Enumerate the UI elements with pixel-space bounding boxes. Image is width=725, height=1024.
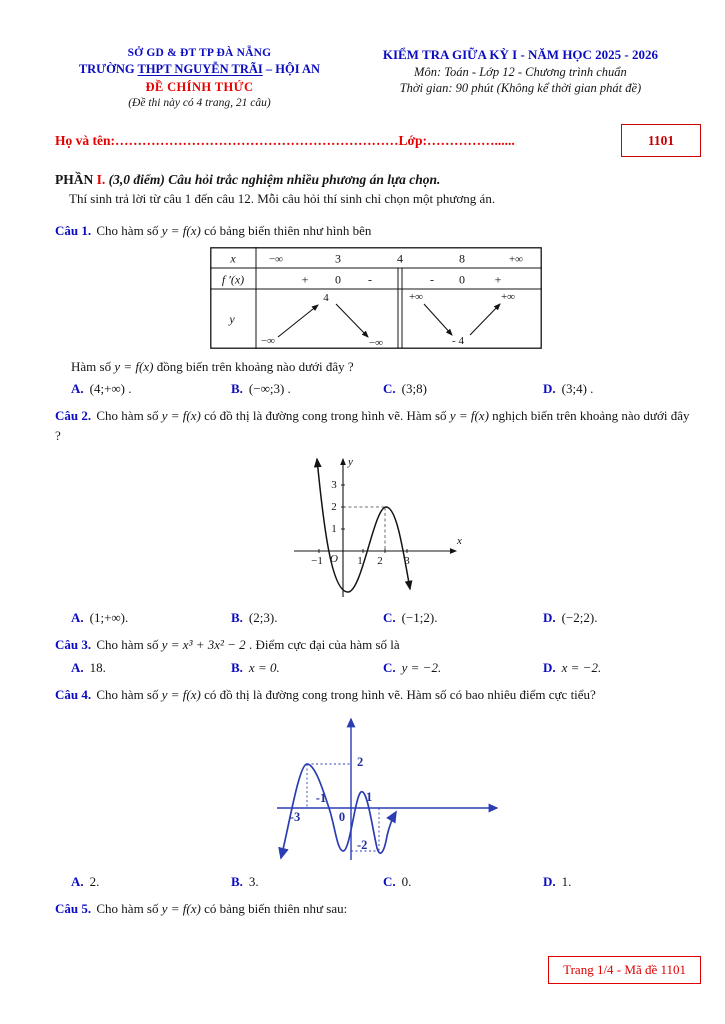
table-grid xyxy=(210,247,542,349)
option-c-letter: C. xyxy=(383,874,396,890)
question-4 xyxy=(55,685,697,891)
option-a[interactable] xyxy=(71,610,231,626)
option-b-text: (2;3). xyxy=(248,610,278,626)
question-3-text xyxy=(55,635,697,655)
x-value: 4 xyxy=(397,251,403,266)
question-2-post: nghịch biến trên khoảng nào dưới đây ? xyxy=(55,408,690,443)
option-b[interactable] xyxy=(231,874,383,890)
option-d-letter: D. xyxy=(543,610,556,626)
option-a-letter: A. xyxy=(71,610,84,626)
school-name-underlined: THPT NGUYỄN TRÃI xyxy=(137,62,263,77)
option-c-text: y = −2. xyxy=(401,659,442,675)
part1-title-text: (3,0 điểm) Câu hỏi trắc nghiệm nhiều phương án lựa chọn. xyxy=(108,172,441,188)
x-tick: −1 xyxy=(311,555,323,568)
option-a[interactable] xyxy=(71,874,231,890)
y-limit: −∞ xyxy=(368,336,384,349)
exam-code: 1101 xyxy=(647,132,675,148)
question-5 xyxy=(55,899,697,919)
page-footer-box xyxy=(548,956,701,984)
x-value-label: -1 xyxy=(315,791,326,806)
question-3 xyxy=(55,635,697,676)
sign: + xyxy=(301,272,309,287)
part1-numeral: I. xyxy=(96,172,109,188)
option-c-letter: C. xyxy=(383,659,396,675)
question-5-label: Câu 5. xyxy=(55,901,92,917)
x-axis-label: x xyxy=(457,535,462,548)
y-limit: +∞ xyxy=(500,290,516,303)
variation-table-figure xyxy=(210,247,542,349)
part1-word: PHẦN xyxy=(55,172,97,188)
exam-title: KIỂM TRA GIỮA KỲ I - NĂM HỌC 2025 - 2026 xyxy=(382,47,659,62)
student-row xyxy=(55,124,697,157)
option-b-text: 3. xyxy=(248,874,259,890)
question-3-label: Câu 3. xyxy=(55,637,92,653)
class-label: Lớp: xyxy=(398,132,427,148)
option-c[interactable] xyxy=(383,874,543,890)
option-d-text: (−2;2). xyxy=(561,610,598,626)
question-1-pre: Cho hàm số xyxy=(96,223,162,239)
graph-labels xyxy=(311,456,462,567)
option-b[interactable] xyxy=(231,610,383,626)
option-c[interactable] xyxy=(383,660,543,676)
table-y-header: y xyxy=(229,311,235,326)
origin-label: O xyxy=(330,553,338,566)
question-2-graph xyxy=(55,451,697,605)
sign: + xyxy=(494,272,502,287)
option-d-text: x = −2. xyxy=(561,659,602,675)
option-d-letter: D. xyxy=(543,381,556,397)
question-1-options xyxy=(55,381,697,397)
option-b-letter: B. xyxy=(231,610,243,626)
sign: 0 xyxy=(335,272,341,287)
question-4-post: có đồ thị là đường cong trong hình vẽ. Hàm số có bao nhiêu điểm cực tiểu? xyxy=(200,686,596,702)
question-4-pre: Cho hàm số xyxy=(96,686,162,702)
option-d[interactable] xyxy=(543,381,697,397)
exam-code-box xyxy=(621,124,701,157)
y-value-label: -2 xyxy=(356,838,367,853)
dashed-guides xyxy=(343,507,385,549)
page-footer-text: Trang 1/4 - Mã đề 1101 xyxy=(563,962,686,977)
option-d[interactable] xyxy=(543,660,697,676)
question-5-math: y = f(x) xyxy=(161,901,201,917)
function-graph-figure xyxy=(273,710,508,865)
question-3-math: y = x³ + 3x² − 2 xyxy=(161,637,246,653)
option-d-letter: D. xyxy=(543,659,556,675)
question-5-post: có bảng biến thiên như sau: xyxy=(200,901,348,917)
table-fprime-row xyxy=(222,272,502,286)
question-2-math2: y = f(x) xyxy=(449,408,489,424)
option-c[interactable] xyxy=(383,381,543,397)
exam-header xyxy=(55,46,697,111)
x-tick: 1 xyxy=(357,555,363,568)
question-3-pre: Cho hàm số xyxy=(96,637,162,653)
option-a-text: (4;+∞) . xyxy=(89,381,132,397)
option-a-text: (1;+∞). xyxy=(89,610,129,626)
time-line: Thời gian: 90 phút (Không kể thời gian phát đề) xyxy=(399,81,642,96)
x-value: 8 xyxy=(459,251,465,266)
x-tick: 3 xyxy=(404,555,410,568)
option-a[interactable] xyxy=(71,381,231,397)
option-b-letter: B. xyxy=(231,381,243,397)
option-c-text: (3;8) xyxy=(401,381,427,397)
question-1-ask xyxy=(55,357,697,377)
table-x-row xyxy=(229,251,523,265)
question-4-text xyxy=(55,685,697,705)
question-4-options xyxy=(55,874,697,890)
option-a-letter: A. xyxy=(71,659,84,675)
option-b-text: x = 0. xyxy=(248,659,280,675)
question-3-post: . Điểm cực đại của hàm số là xyxy=(245,637,400,653)
question-2-label: Câu 2. xyxy=(55,408,92,424)
question-2-text xyxy=(55,406,697,445)
table-x-header: x xyxy=(230,251,236,266)
variation-arrows xyxy=(278,304,500,337)
school-name-post: – HỘI AN xyxy=(262,62,321,77)
department-name: SỞ GD & ĐT TP ĐÀ NẴNG xyxy=(127,47,272,59)
origin-label: 0 xyxy=(338,810,345,825)
option-b[interactable] xyxy=(231,381,383,397)
y-axis-label: y xyxy=(348,456,353,469)
x-value: +∞ xyxy=(508,253,524,266)
question-1-post: có bảng biến thiên như hình bên xyxy=(200,223,372,239)
question-1-variation-table xyxy=(55,247,697,353)
option-c-letter: C. xyxy=(383,610,396,626)
question-2-math: y = f(x) xyxy=(161,408,201,424)
y-extremum: 4 xyxy=(323,291,329,304)
y-extremum: - 4 xyxy=(452,334,464,347)
y-limit: −∞ xyxy=(260,334,276,347)
question-4-graph xyxy=(69,710,711,869)
school-name xyxy=(55,61,344,78)
question-5-text xyxy=(55,899,697,919)
y-tick: 3 xyxy=(331,479,337,492)
sign: - xyxy=(430,272,434,287)
option-b[interactable] xyxy=(231,660,383,676)
question-1-ask-pre: Hàm số xyxy=(71,358,115,374)
x-tick: 2 xyxy=(377,555,383,568)
class-dotted-line[interactable]: ……………...... xyxy=(426,132,515,148)
name-dotted-line[interactable]: ……………………………………………………… xyxy=(115,132,399,148)
question-1 xyxy=(55,221,697,397)
option-a-letter: A. xyxy=(71,381,84,397)
option-a[interactable] xyxy=(71,660,231,676)
option-b-text: (−∞;3) . xyxy=(248,381,291,397)
question-1-label: Câu 1. xyxy=(55,223,92,239)
y-tick: 2 xyxy=(331,501,337,514)
table-fprime-header: f ′(x) xyxy=(221,272,245,287)
subject-line: Môn: Toán - Lớp 12 - Chương trình chuẩn xyxy=(414,64,627,79)
option-c-text: (−1;2). xyxy=(401,610,438,626)
question-2 xyxy=(55,406,697,626)
option-c-text: 0. xyxy=(401,874,412,890)
question-5-pre: Cho hàm số xyxy=(96,901,162,917)
function-graph-figure xyxy=(286,451,466,601)
question-2-options xyxy=(55,610,697,626)
question-1-text xyxy=(55,221,697,241)
x-value-label: 1 xyxy=(365,790,372,805)
option-d-text: (3;4) . xyxy=(561,381,594,397)
x-value: −∞ xyxy=(268,253,284,266)
school-name-pre: TRƯỜNG xyxy=(78,62,138,77)
question-3-options xyxy=(55,660,697,676)
question-2-mid: có đồ thị là đường cong trong hình vẽ. Hàm số xyxy=(200,408,450,424)
y-value-label: 2 xyxy=(356,755,363,770)
option-d-letter: D. xyxy=(543,874,556,890)
option-c[interactable] xyxy=(383,610,543,626)
exam-note: (Đề thi này có 4 trang, 21 câu) xyxy=(128,97,271,110)
option-a-text: 18. xyxy=(89,659,106,675)
sign: 0 xyxy=(459,272,465,287)
question-4-math: y = f(x) xyxy=(161,686,201,702)
sign: - xyxy=(368,272,372,287)
x-value-label: -3 xyxy=(289,810,300,825)
name-label: Họ và tên: xyxy=(55,132,115,148)
question-1-ask-post: đồng biến trên khoảng nào dưới đây ? xyxy=(153,358,354,374)
option-a-text: 2. xyxy=(89,874,100,890)
x-value: 3 xyxy=(335,251,341,266)
table-y-row xyxy=(228,291,515,349)
header-left xyxy=(55,46,344,111)
y-tick: 1 xyxy=(331,523,337,536)
official-exam-label: ĐỀ CHÍNH THỨC xyxy=(145,79,254,94)
option-a-letter: A. xyxy=(71,874,84,890)
question-2-pre: Cho hàm số xyxy=(96,408,162,424)
option-c-letter: C. xyxy=(383,381,396,397)
question-1-ask-math: y = f(x) xyxy=(114,358,154,374)
student-info-line xyxy=(55,133,607,149)
option-b-letter: B. xyxy=(231,874,243,890)
header-right xyxy=(344,46,697,97)
option-b-letter: B. xyxy=(231,659,243,675)
option-d[interactable] xyxy=(543,874,697,890)
option-d[interactable] xyxy=(543,610,697,626)
option-d-text: 1. xyxy=(561,874,572,890)
part1-instruction: Thí sinh trả lời từ câu 1 đến câu 12. Mỗi câu hỏi thí sinh chỉ chọn một phương án. xyxy=(69,191,496,207)
question-4-label: Câu 4. xyxy=(55,686,92,702)
y-limit: +∞ xyxy=(408,290,424,303)
question-1-math: y = f(x) xyxy=(161,223,201,239)
part1-title xyxy=(55,172,697,188)
